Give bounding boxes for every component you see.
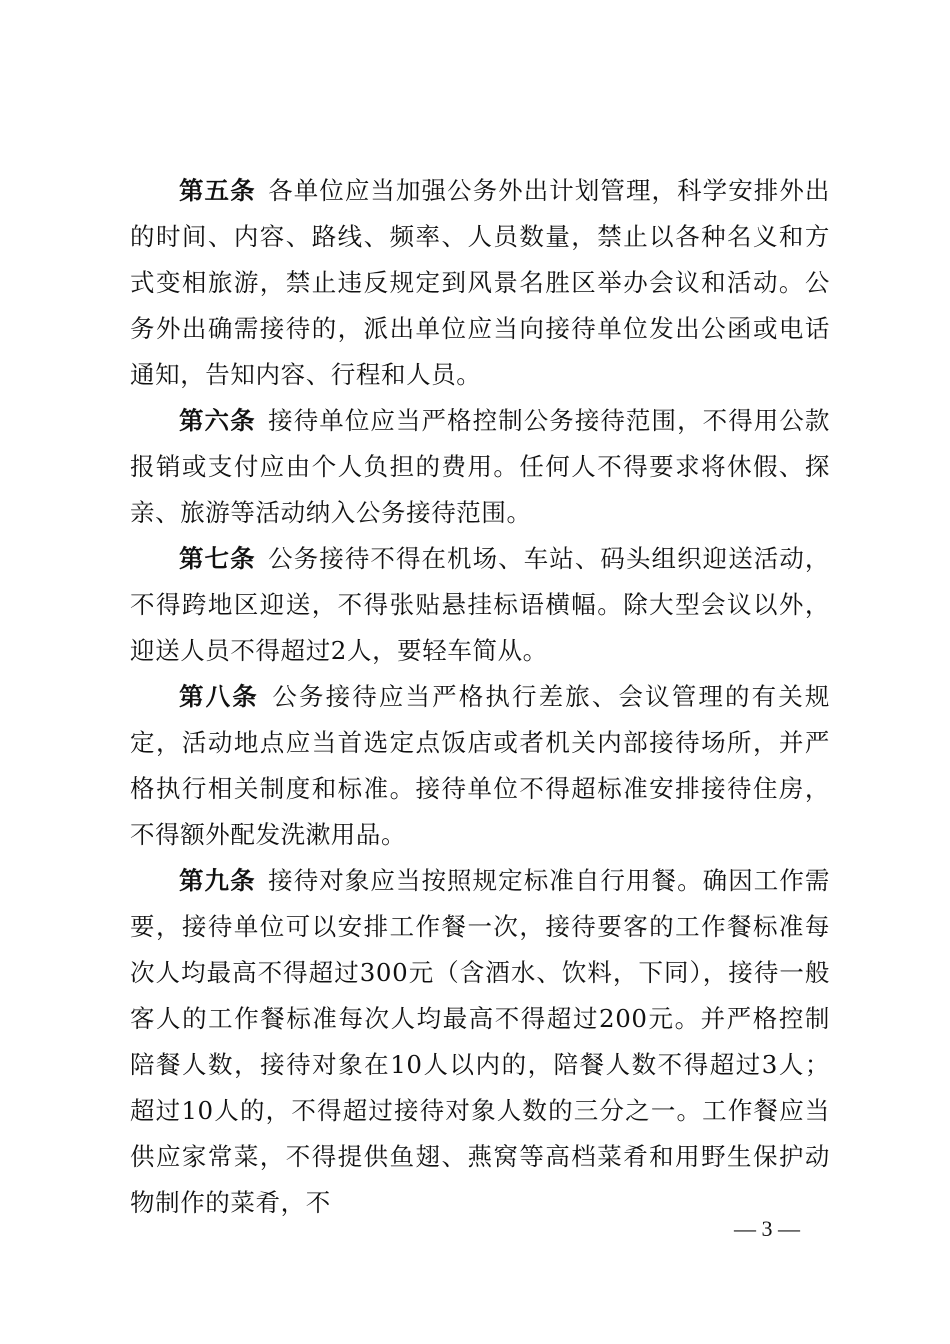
page-number: — 3 — — [734, 1216, 800, 1241]
article-label: 第九条 — [179, 866, 256, 895]
article-text: 公务接待不得在机场、车站、码头组织迎送活动，不得跨地区迎送，不得张贴悬挂标语横幅。除大型会议以外，迎送人员不得超过2人，要轻车简从。 — [130, 544, 830, 665]
article-text: 公务接待应当严格执行差旅、会议管理的有关规定，活动地点应当首选定点饭店或者机关内部接待场所，并严格执行相关制度和标准。接待单位不得超标准安排接待住房，不得额外配发洗漱用品。 — [130, 682, 830, 849]
article-label: 第五条 — [179, 176, 256, 205]
article-text: 各单位应当加强公务外出计划管理，科学安排外出的时间、内容、路线、频率、人员数量，禁止以各种名义和方式变相旅游，禁止违反规定到风景名胜区举办会议和活动。公务外出确需接待的，派出单位应当向接待单位发出公函或电话通知，告知内容、行程和人员。 — [130, 176, 830, 389]
article-7 — [130, 536, 830, 674]
article-label: 第七条 — [179, 544, 256, 573]
article-label: 第八条 — [179, 682, 259, 711]
article-9 — [130, 858, 830, 1226]
article-8 — [130, 674, 830, 858]
article-5 — [130, 168, 830, 398]
article-text: 接待对象应当按照规定标准自行用餐。确因工作需要，接待单位可以安排工作餐一次，接待要客的工作餐标准每次人均最高不得超过300元（含酒水、饮料，下同），接待一般客人的工作餐标准每次人均最高不得超过200元。并严格控制陪餐人数，接待对象在10人以内的，陪餐人数不得超过3人；超过10人的，不得超过接待对象人数的三分之一。工作餐应当供应家常菜，不得提供鱼翅、燕窝等高档菜肴和用野生保护动物制作的菜肴，不 — [130, 866, 830, 1217]
document-body — [130, 168, 830, 1226]
article-label: 第六条 — [179, 406, 256, 435]
article-text: 接待单位应当严格控制公务接待范围，不得用公款报销或支付应由个人负担的费用。任何人不得要求将休假、探亲、旅游等活动纳入公务接待范围。 — [130, 406, 830, 527]
article-6 — [130, 398, 830, 536]
